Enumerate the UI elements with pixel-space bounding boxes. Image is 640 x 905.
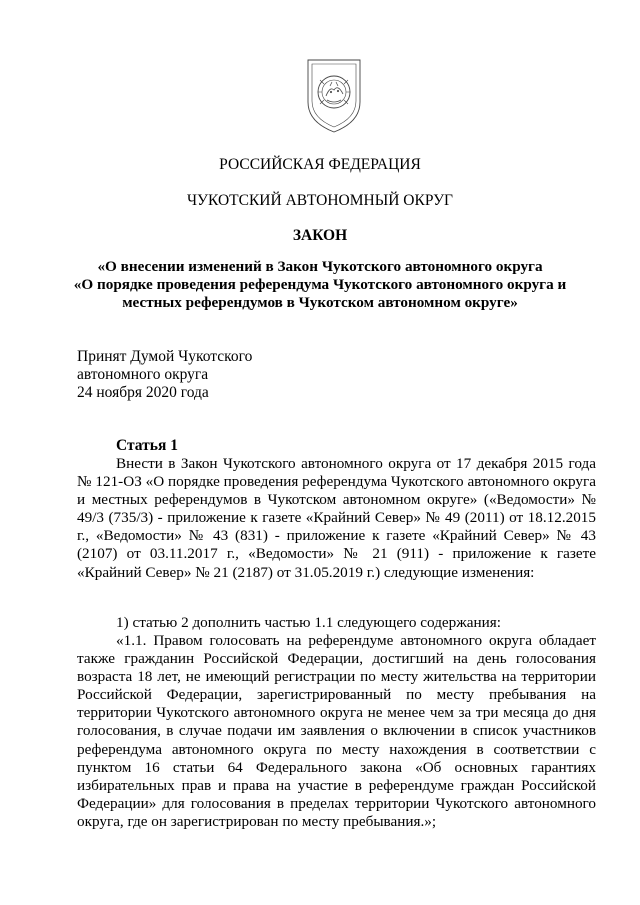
article-paragraph: «1.1. Правом голосовать на референдуме автономного округа обладает также гражданин Российской Федерации, достигший на день голосования возраста 18 лет, не имеющий регистрации по месту жительства на территории Российской Федерации, зарегистрированный по месту пребывания на территории Чукотского автономного округа не менее чем за три месяца до дня голосования, в случае подачи им заявления о включении в список участников референдума автономного округа по месту нахождения в соответствии с пунктом 16 статьи 64 Федерального закона «Об основных гарантиях избирательных прав и права на участие в референдуме граждан Российской Федерации» для голосования в пределах территории Чукотского автономного округа, где он зарегистрирован по месту пребывания.»; (77, 632, 596, 830)
law-title (60, 258, 580, 312)
law-title-line: «О порядке проведения референдума Чукотского автономного округа и (73, 276, 567, 293)
law-title-line: местных референдумов в Чукотском автономном округе» (122, 294, 518, 311)
article-paragraph: 1) статью 2 дополнить частью 1.1 следующего содержания: (116, 614, 501, 631)
coat-of-arms-icon (300, 56, 368, 136)
country-heading: РОССИЙСКАЯ ФЕДЕРАЦИЯ (219, 156, 421, 173)
article-paragraph: Внести в Закон Чукотского автономного округа от 17 декабря 2015 года № 121-ОЗ «О порядке проведения референдума Чукотского автономного округа и местных референдумов в Чукотском автономном округе» («Ведомости» № 49/3 (735/3) - приложение к газете «Крайний Север» № 49 (2011) от 18.12.2015 г., «Ведомости» № 43 (831) - приложение к газете «Крайний Север» № 43 (2107) от 03.11.2017 г., «Ведомости» № 21 (911) - приложение к газете «Крайний Север» № 21 (2187) от 31.05.2019 г.) следующие изменения: (77, 455, 596, 581)
adoption-info (77, 348, 252, 402)
region-heading: ЧУКОТСКИЙ АВТОНОМНЫЙ ОКРУГ (186, 192, 454, 209)
document-type-heading: ЗАКОН (292, 227, 348, 244)
adoption-line: автономного округа (77, 366, 209, 383)
adoption-date: 24 ноября 2020 года (77, 384, 209, 401)
adoption-line: Принят Думой Чукотского (77, 348, 253, 365)
law-title-line: «О внесении изменений в Закон Чукотского автономного округа (97, 258, 543, 275)
article-heading: Статья 1 (116, 437, 178, 454)
